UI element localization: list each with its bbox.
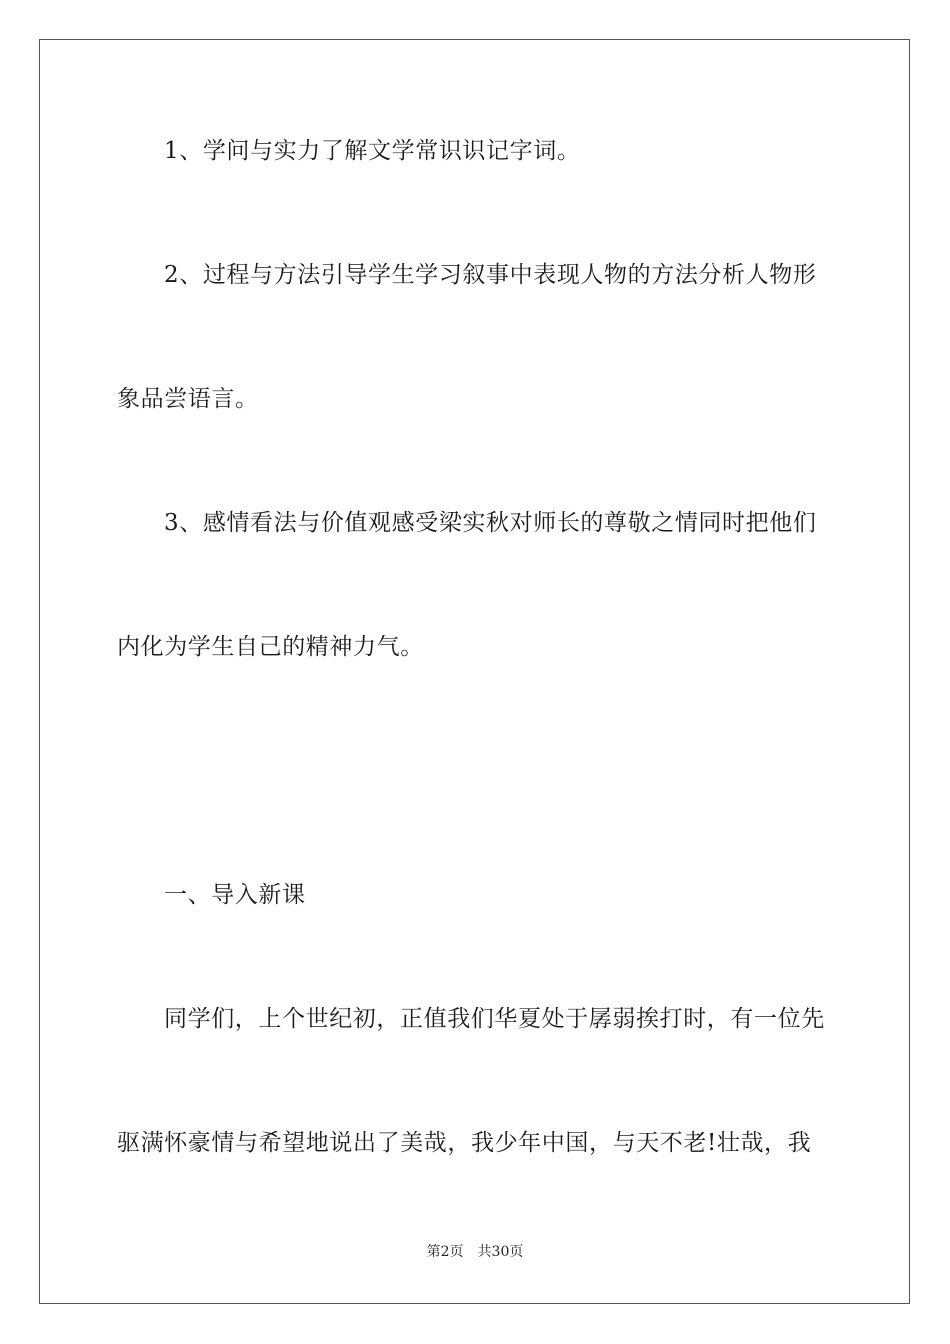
objective-3-continuation: 内化为学生自己的精神力气。 bbox=[117, 634, 424, 660]
paragraph-line-2: 驱满怀豪情与希望地说出了美哉，我少年中国，与天不老!壮哉，我 bbox=[117, 1130, 812, 1156]
objective-2-text: 2、过程与方法引导学生学习叙事中表现人物的方法分析人物形 bbox=[164, 262, 817, 288]
page-number-current: 第2页 bbox=[426, 1244, 464, 1260]
objective-1-text: 1、学问与实力了解文学常识识记字词。 bbox=[164, 138, 581, 164]
page-border bbox=[39, 39, 910, 1304]
paragraph-line-1: 同学们，上个世纪初，正值我们华夏处于孱弱挨打时，有一位先 bbox=[164, 1006, 825, 1032]
section-heading: 一、导入新课 bbox=[164, 882, 306, 908]
objective-2-continuation: 象品尝语言。 bbox=[117, 386, 259, 412]
objective-3-text: 3、感情看法与价值观感受梁实秋对师长的尊敬之情同时把他们 bbox=[164, 510, 817, 536]
page-footer bbox=[0, 1242, 950, 1262]
page-number-total: 共30页 bbox=[477, 1244, 524, 1260]
